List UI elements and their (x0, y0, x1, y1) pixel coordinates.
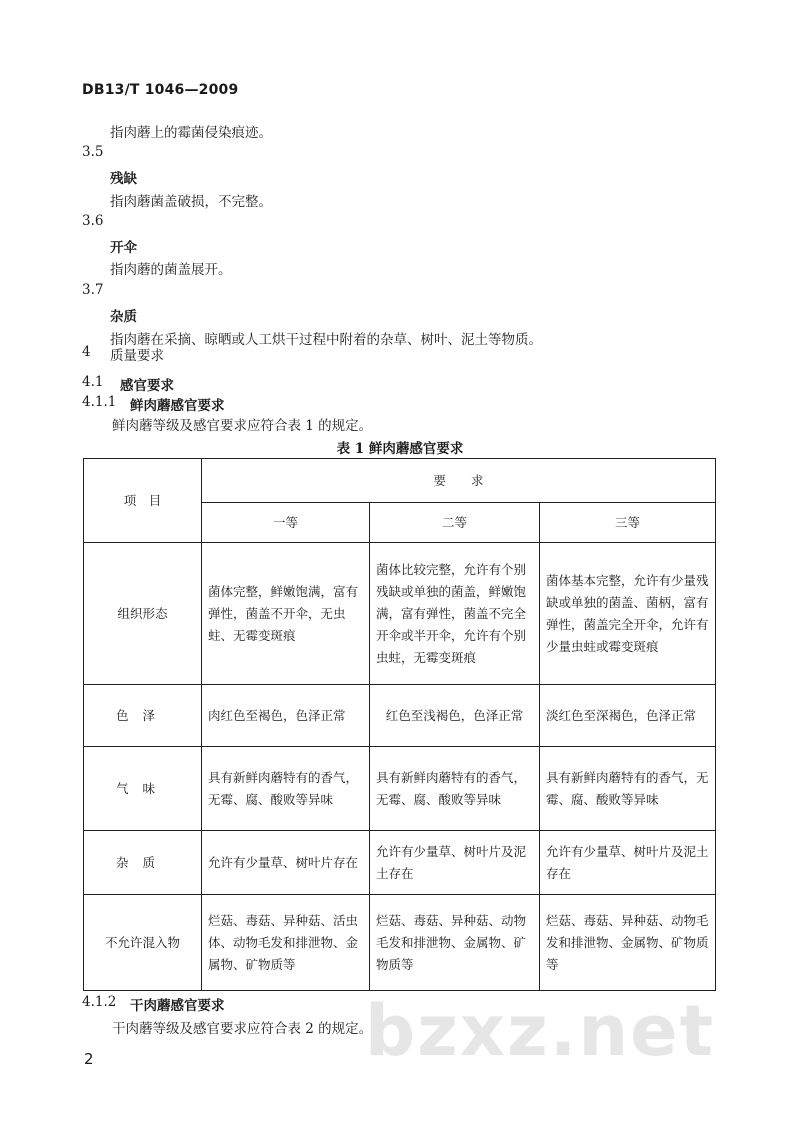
term-title: 杂质 (110, 309, 137, 325)
table-cell: 具有新鲜肉蘑特有的香气，无霉、腐、酸败等异味 (370, 747, 540, 831)
term-title: 开伞 (110, 240, 137, 256)
table-row (84, 831, 716, 895)
table-cell: 烂菇、毒菇、异种菇、动物毛发和排泄物、金属物、矿物质等 (540, 895, 716, 991)
row-item-label: 色泽 (84, 685, 202, 747)
grade-header: 三等 (540, 503, 716, 543)
term-title: 残缺 (110, 171, 137, 187)
section-number: 4.1.1 (82, 394, 117, 410)
clause-number: 3.5 (82, 144, 104, 160)
grade-header: 一等 (202, 503, 370, 543)
watermark-logo: bzxz.net (365, 990, 716, 1072)
sensory-requirements-table (83, 458, 716, 991)
table-header-item: 项 目 (84, 459, 202, 543)
section-number: 4 (82, 344, 91, 360)
definition-text: 指肉蘑的菌盖展开。 (110, 262, 232, 278)
table-cell: 允许有少量草、树叶片及泥土存在 (370, 831, 540, 895)
definition-text: 指肉蘑在采摘、晾晒或人工烘干过程中附着的杂草、树叶、泥土等物质。 (110, 332, 542, 348)
table-cell: 红色至浅褐色，色泽正常 (370, 685, 540, 747)
row-item-label: 杂质 (84, 831, 202, 895)
clause-number: 3.6 (82, 213, 104, 229)
table-row (84, 895, 716, 991)
table-cell: 菌体基本完整，允许有少量残缺或单独的菌盖、菌柄，富有弹性，菌盖完全开伞，允许有少量虫蛀或霉变斑痕 (540, 543, 716, 685)
table-caption: 表 1 鲜肉蘑感官要求 (336, 441, 464, 457)
table-row (84, 543, 716, 685)
section-text: 干肉蘑等级及感官要求应符合表 2 的规定。 (112, 1021, 373, 1037)
row-item-label: 不允许混入物 (84, 895, 202, 991)
table-header-requirements: 要 求 (202, 459, 716, 503)
section-number: 4.1.2 (82, 994, 117, 1010)
section-text: 鲜肉蘑等级及感官要求应符合表 1 的规定。 (112, 418, 373, 434)
clause-number: 3.7 (82, 282, 104, 298)
table-cell: 菌体比较完整，允许有个别残缺或单独的菌盖，鲜嫩饱满，富有弹性，菌盖不完全开伞或半开伞，允许有个别虫蛀，无霉变斑痕 (370, 543, 540, 685)
grade-header: 二等 (370, 503, 540, 543)
table-cell: 烂菇、毒菇、异种菇、动物毛发和排泄物、金属物、矿物质等 (370, 895, 540, 991)
table-cell: 菌体完整，鲜嫩饱满，富有弹性，菌盖不开伞，无虫蛀、无霉变斑痕 (202, 543, 370, 685)
section-title: 鲜肉蘑感官要求 (130, 398, 225, 414)
table-cell: 具有新鲜肉蘑特有的香气，无霉、腐、酸败等异味 (202, 747, 370, 831)
standard-code-header: DB13/T 1046—2009 (82, 82, 239, 98)
table-cell: 烂菇、毒菇、异种菇、活虫体、动物毛发和排泄物、金属物、矿物质等 (202, 895, 370, 991)
table-cell: 淡红色至深褐色，色泽正常 (540, 685, 716, 747)
row-item-label: 组织形态 (84, 543, 202, 685)
row-item-label: 气味 (84, 747, 202, 831)
table-cell: 允许有少量草、树叶片存在 (202, 831, 370, 895)
table-row (84, 685, 716, 747)
table-cell: 具有新鲜肉蘑特有的香气，无霉、腐、酸败等异味 (540, 747, 716, 831)
definition-text: 指肉蘑上的霉菌侵染痕迹。 (110, 125, 272, 141)
section-title: 感官要求 (120, 378, 174, 394)
table-cell: 肉红色至褐色，色泽正常 (202, 685, 370, 747)
section-number: 4.1 (82, 374, 104, 390)
section-title: 质量要求 (110, 348, 164, 364)
page-number: 2 (84, 1050, 94, 1068)
table-cell: 允许有少量草、树叶片及泥土存在 (540, 831, 716, 895)
definition-text: 指肉蘑菌盖破损，不完整。 (110, 194, 272, 210)
section-title: 干肉蘑感官要求 (130, 998, 225, 1014)
table-row (84, 747, 716, 831)
